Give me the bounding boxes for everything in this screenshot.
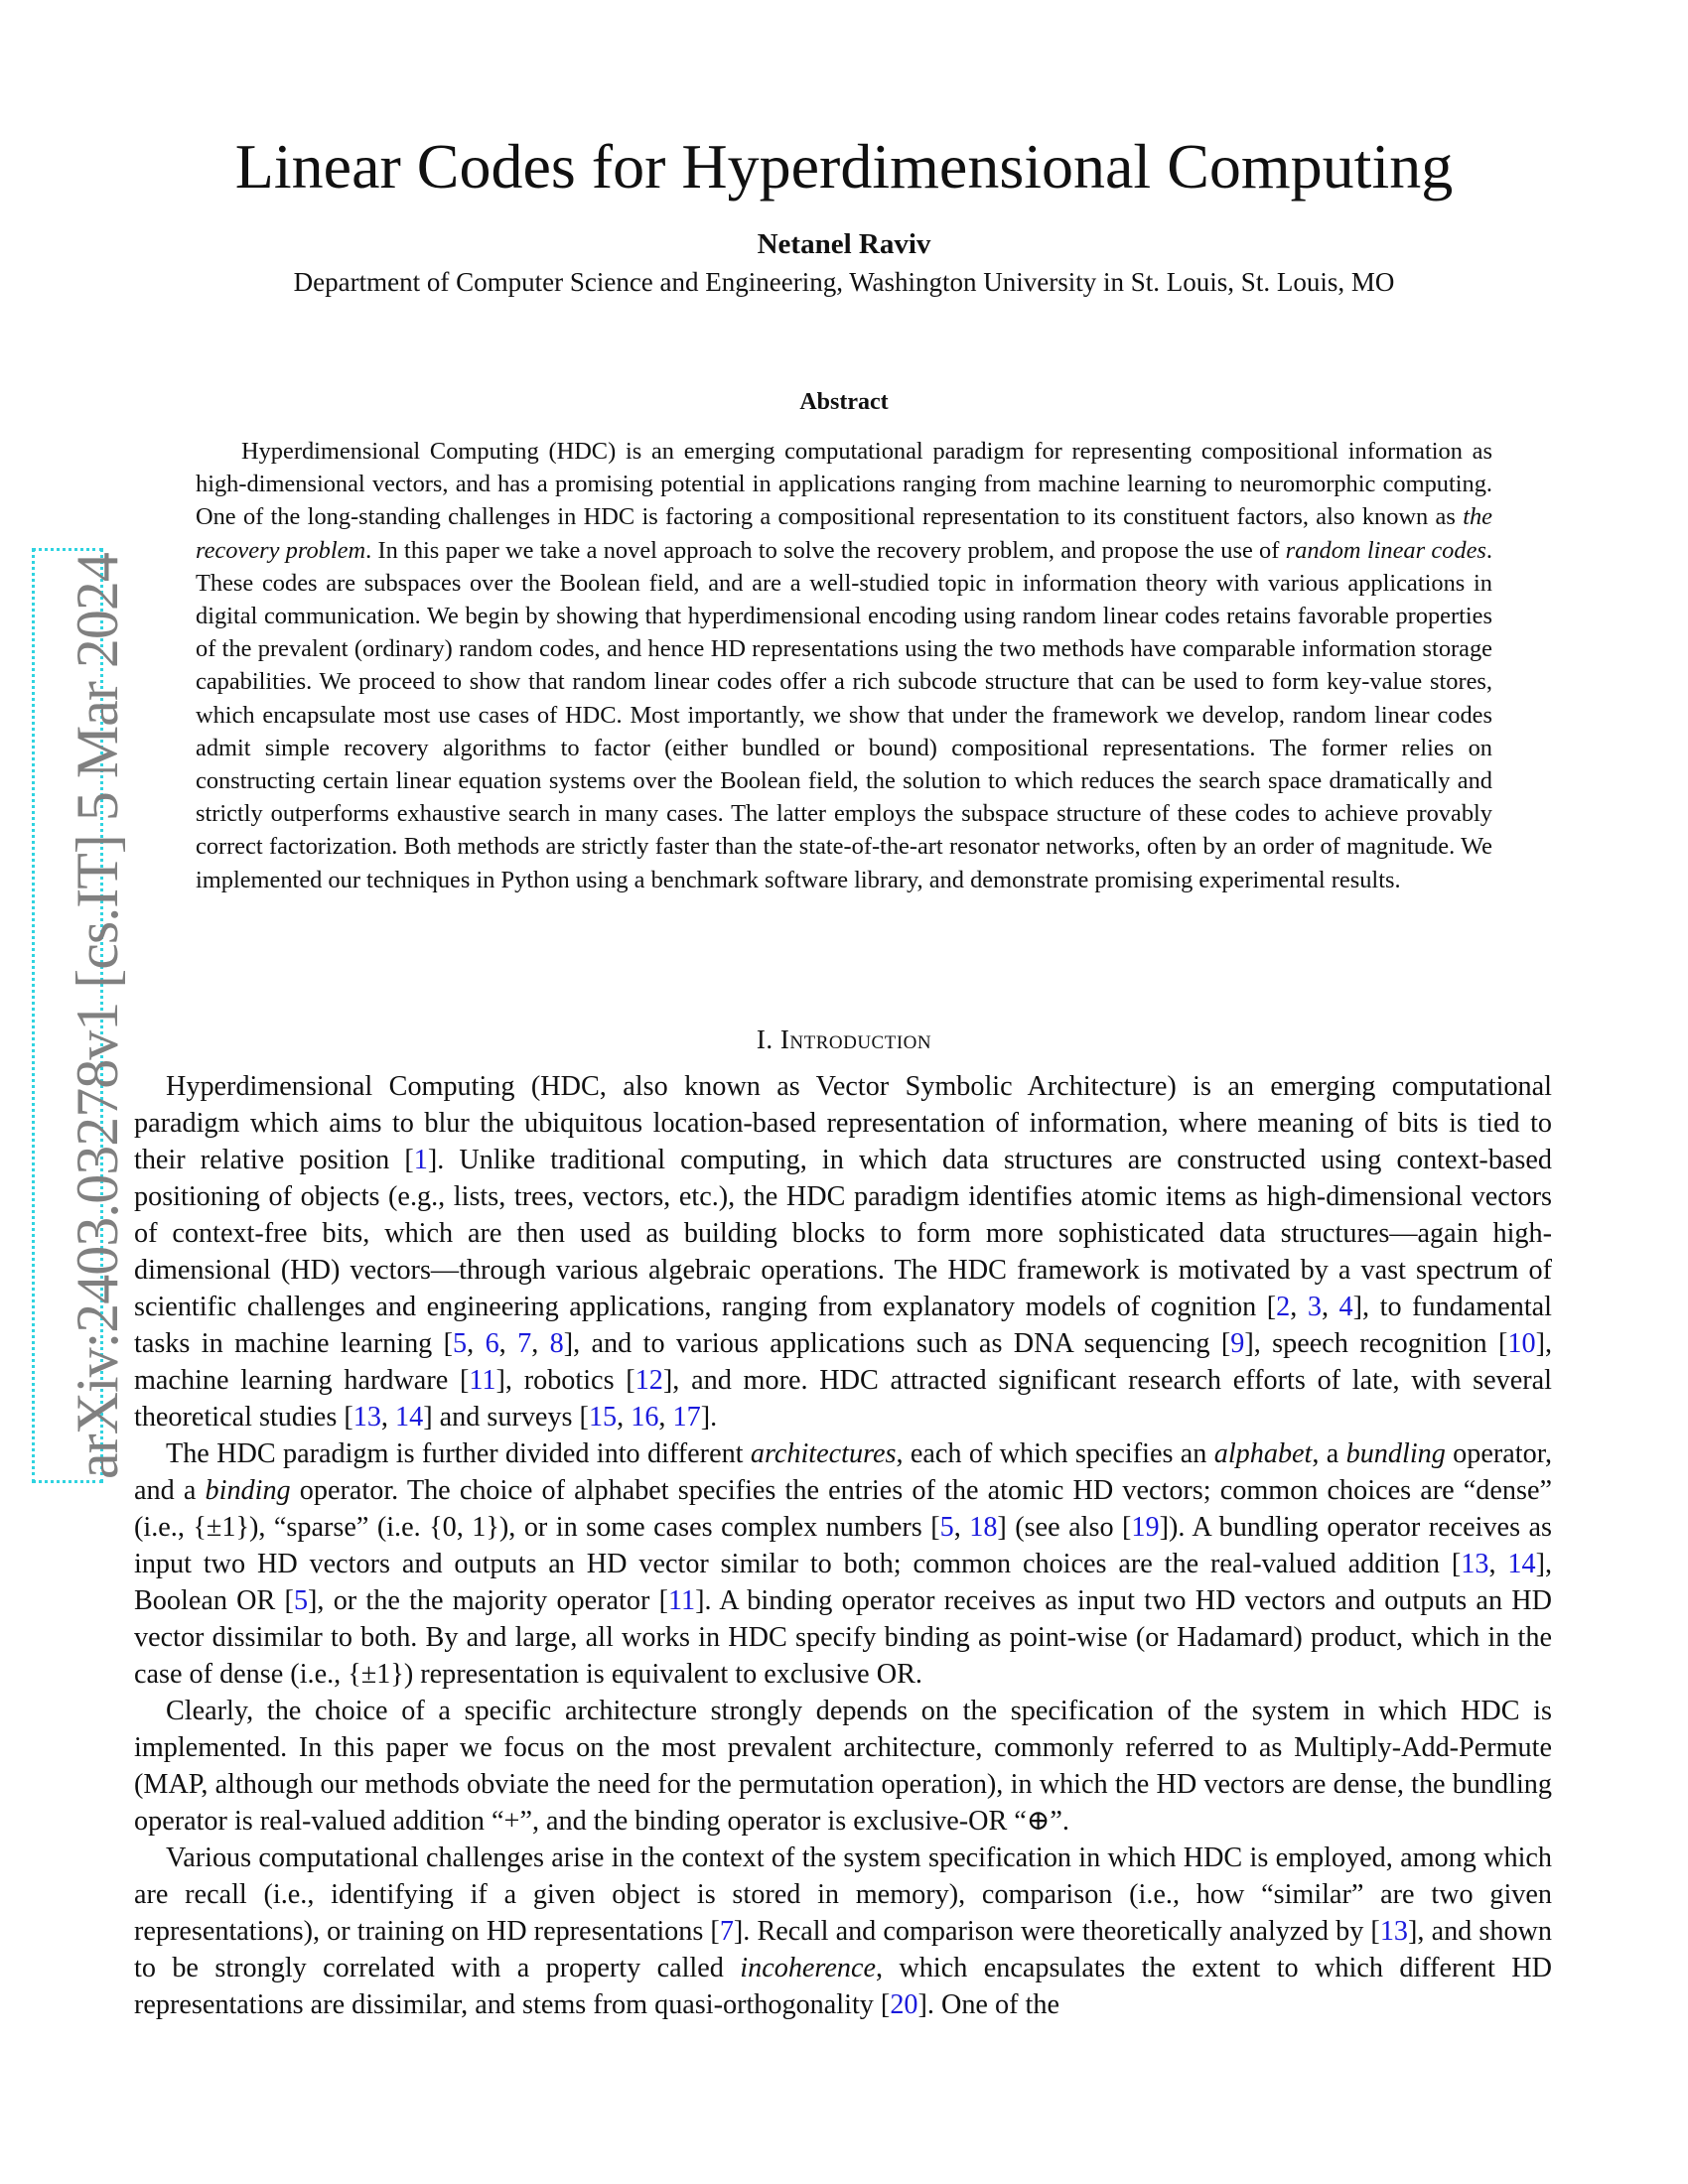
citation-link[interactable]: 12 [634, 1365, 663, 1396]
text-run: , [658, 1402, 673, 1433]
citation-link[interactable]: 14 [1507, 1549, 1536, 1579]
citation-link[interactable]: 5 [939, 1512, 954, 1543]
text-run: Hyperdimensional Computing (HDC) is an emerging computational paradigm for representing compositional information as high-dimensional vectors, and has a promising potential in applications ranging from machine learning to neuromorphic computing. One of the long-standing challenges in HDC is factoring a compositional representation to its constituent factors, also known as [196, 438, 1492, 531]
text-run: , a [1312, 1438, 1346, 1469]
text-run: , each of which specifies an [896, 1438, 1214, 1469]
text-run: , [1290, 1292, 1308, 1322]
text-run: ], robotics [ [495, 1365, 635, 1396]
text-run: ], Boolean OR [ [134, 1549, 1553, 1616]
text-run: The HDC paradigm is further divided into different [166, 1438, 751, 1469]
text-run: Hyperdimensional Computing (HDC, also known as Vector Symbolic Architecture) is an emerging computational paradigm which aims to blur the ubiquitous location-based representation of information, where meaning of bits is tied to their relative position [ [134, 1071, 1552, 1175]
citation-link[interactable]: 20 [890, 1989, 918, 2020]
citation-link[interactable]: 7 [517, 1328, 532, 1359]
text-run: ]. [700, 1402, 718, 1433]
citation-link[interactable]: 19 [1131, 1512, 1160, 1543]
author-affiliation: Department of Computer Science and Engineering, Washington University in St. Louis, St. Louis, MO [293, 267, 1395, 297]
citation-link[interactable]: 10 [1507, 1328, 1536, 1359]
citation-link[interactable]: 14 [395, 1402, 424, 1433]
citation-link[interactable]: 3 [1307, 1292, 1322, 1322]
intro-paragraph-3 [134, 1693, 1552, 1840]
emphasized-text: bundling [1345, 1438, 1446, 1469]
intro-paragraph-2 [134, 1435, 1552, 1693]
citation-link[interactable]: 5 [453, 1328, 468, 1359]
text-run: ], machine learning hardware [ [134, 1328, 1553, 1396]
citation-link[interactable]: 13 [1379, 1916, 1409, 1947]
emphasized-text: binding [205, 1475, 291, 1506]
text-run: ], and shown to be strongly correlated with a property called [134, 1916, 1552, 1983]
text-run: , [467, 1328, 486, 1359]
text-run: ], and more. HDC attracted significant research efforts of late, with several theoretical studies [ [134, 1365, 1552, 1433]
emphasized-text: alphabet [1213, 1438, 1313, 1469]
citation-link[interactable]: 11 [469, 1365, 496, 1396]
emphasized-text: architectures [750, 1438, 897, 1469]
citation-link[interactable]: 4 [1338, 1292, 1353, 1322]
citation-link[interactable]: 2 [1276, 1292, 1291, 1322]
emphasized-text: the recovery problem [196, 503, 1492, 564]
text-run: operator, and a [134, 1438, 1552, 1506]
text-run: operator. The choice of alphabet specifies the entries of the atomic HD vectors; common choices are “dense” (i.e., {±1}), “sparse” (i.e. {0, 1}), or in some cases complex numbers [ [134, 1475, 1552, 1543]
text-run: , [1488, 1549, 1508, 1579]
text-run: Clearly, the choice of a specific architecture strongly depends on the specification of the system in which HDC is implemented. In this paper we focus on the most prevalent architecture, commonly referred to as Multiply-Add-Permute (MAP, although our methods obviate the need for the permutation operation), in which the HD vectors are dense, the bundling operator is real-valued addition “+”, and the binding operator is exclusive-OR “⊕”. [134, 1696, 1552, 1837]
text-run: , [498, 1328, 518, 1359]
arxiv-stamp: arXiv:2403.03278v1 [cs.IT] 5 Mar 2024 [65, 553, 130, 1479]
author-name: Netanel Raviv [757, 228, 931, 260]
text-run: . These codes are subspaces over the Boolean field, and are a well-studied topic in information theory with various applications in digital communication. We begin by showing that hyperdimensional encoding using random linear codes retains favorable properties of the prevalent (ordinary) random codes, and hence HD representations using the two methods have comparable information storage capabilities. We proceed to show that random linear codes offer a rich subcode structure that can be used to form key-value stores, which encapsulate most use cases of HDC. Most importantly, we show that under the framework we develop, random linear codes admit simple recovery algorithms to factor (either bundled or bound) compositional representations. The former relies on constructing certain linear equation systems over the Boolean field, the solution to which reduces the search space dramatically and strictly outperforms exhaustive search in many cases. The latter employs the subspace structure of these codes to achieve provably correct factorization. Both methods are strictly faster than the state-of-the-art resonator networks, often by an order of magnitude. We implemented our techniques in Python using a benchmark software library, and demonstrate promising experimental results. [196, 536, 1493, 893]
citation-link[interactable]: 15 [588, 1402, 618, 1433]
text-run: , [953, 1512, 970, 1543]
emphasized-text: random linear codes [1285, 536, 1486, 564]
citation-link[interactable]: 17 [672, 1402, 701, 1433]
text-run: ]. Recall and comparison were theoretically analyzed by [ [733, 1916, 1380, 1947]
text-run: , [531, 1328, 550, 1359]
text-run: ], or the the majority operator [ [308, 1585, 668, 1616]
citation-link[interactable]: 6 [485, 1328, 499, 1359]
citation-link[interactable]: 18 [969, 1512, 998, 1543]
text-run: , which encapsulates the extent to which different HD representations are dissimilar, and stems from quasi-orthogonality [ [134, 1953, 1552, 2020]
text-run: , [380, 1402, 396, 1433]
text-run: ], to fundamental tasks in machine learning [ [134, 1292, 1553, 1359]
citation-link[interactable]: 8 [549, 1328, 564, 1359]
citation-link[interactable]: 13 [1461, 1549, 1489, 1579]
text-run: ]. A binding operator receives as input two HD vectors and outputs an HD vector dissimilar to both. By and large, all works in HDC specify binding as point-wise (or Hadamard) product, which in the case of dense (i.e., {±1}) representation is equivalent to exclusive OR. [134, 1585, 1552, 1690]
citation-link[interactable]: 7 [719, 1916, 734, 1947]
text-run: ]). A bundling operator receives as input two HD vectors and outputs an HD vector similar to both; common choices are the real-valued addition [ [134, 1512, 1552, 1579]
text-run: ], and to various applications such as DNA sequencing [ [563, 1328, 1231, 1359]
text-run: ], speech recognition [ [1244, 1328, 1508, 1359]
intro-paragraph-1 [134, 1068, 1552, 1435]
citation-link[interactable]: 5 [293, 1585, 309, 1616]
text-run: ] and surveys [ [423, 1402, 589, 1433]
citation-link[interactable]: 11 [667, 1585, 696, 1616]
abstract-text [196, 435, 1492, 896]
text-run: ] (see also [ [997, 1512, 1132, 1543]
text-run: Various computational challenges arise in the context of the system specification in which HDC is employed, among which are recall (i.e., identifying if a given object is stored in memory), comparison (i.e., how “similar” are two given representations), or training on HD representations [ [134, 1843, 1552, 1947]
text-run: . In this paper we take a novel approach to solve the recovery problem, and propose the use of [365, 536, 1286, 564]
paper-title: Linear Codes for Hyperdimensional Computing [234, 131, 1454, 202]
text-run: ]. Unlike traditional computing, in which data structures are constructed using context-based positioning of objects (e.g., lists, trees, vectors, etc.), the HDC paradigm identifies atomic items as high-dimensional vectors of context-free bits, which are then used as building blocks to form more sophisticated data structures—again high-dimensional (HD) vectors—through various algebraic operations. The HDC framework is motivated by a vast spectrum of scientific challenges and engineering applications, ranging from explanatory models of cognition [ [134, 1145, 1552, 1322]
text-run: ]. One of the [917, 1989, 1059, 2020]
text-run: , [1321, 1292, 1339, 1322]
introduction-body [134, 1068, 1552, 2023]
citation-link[interactable]: 9 [1230, 1328, 1245, 1359]
intro-paragraph-4 [134, 1840, 1552, 2023]
text-run: , [617, 1402, 632, 1433]
emphasized-text: incoherence [740, 1953, 876, 1983]
abstract-heading: Abstract [799, 389, 889, 415]
citation-link[interactable]: 1 [413, 1145, 428, 1175]
citation-link[interactable]: 13 [352, 1402, 381, 1433]
citation-link[interactable]: 16 [631, 1402, 659, 1433]
section-heading-introduction: I. Introduction [756, 1024, 932, 1054]
